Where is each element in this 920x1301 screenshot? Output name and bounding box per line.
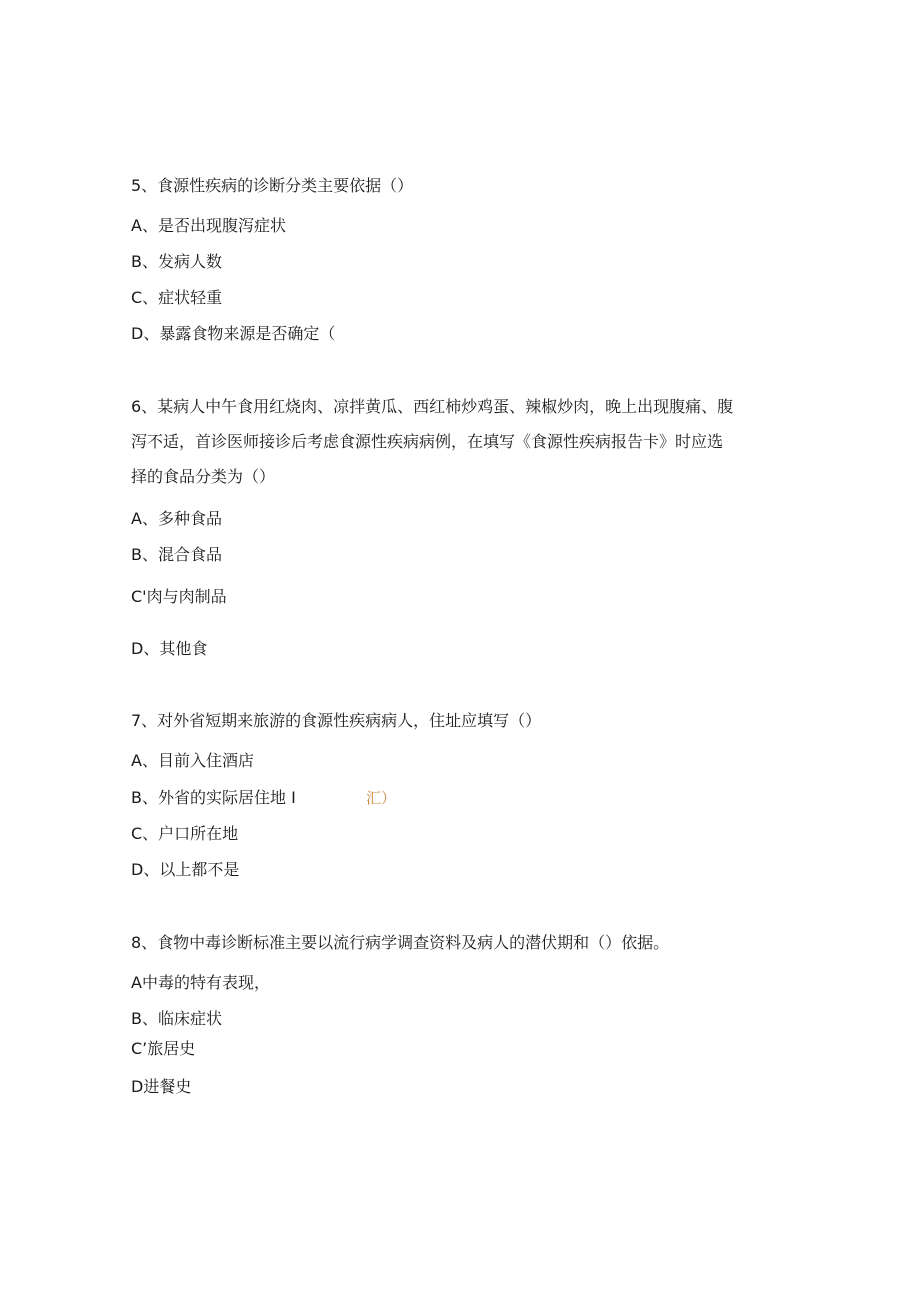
question-5-option-d: D、暴露食物来源是否确定（ (131, 324, 336, 343)
question-5-stem: 5、食源性疾病的诊断分类主要依据（） (131, 176, 414, 195)
question-6-option-c: C'肉与肉制品 (131, 587, 227, 606)
question-5-option-b: B、发病人数 (131, 252, 222, 271)
question-8-option-d: D进餐史 (131, 1077, 192, 1096)
question-8-stem: 8、食物中毒诊断标准主要以流行病学调查资料及病人的潜伏期和（）依据。 (131, 933, 670, 952)
question-8-option-c: C’旅居史 (131, 1039, 196, 1058)
question-7-option-b: B、外省的实际居住地 I (131, 788, 296, 807)
question-6-stem-line-3: 择的食品分类为（） (131, 467, 276, 486)
question-6-option-b: B、混合食品 (131, 545, 222, 564)
question-8-option-b: B、临床症状 (131, 1009, 222, 1028)
question-7-stem: 7、对外省短期来旅游的食源性疾病病人，住址应填写（） (131, 711, 542, 730)
question-5-option-a: A、是否出现腹泻症状 (131, 216, 286, 235)
question-6-stem-line-2: 泻不适，首诊医师接诊后考虑食源性疾病病例，在填写《食源性疾病报告卡》时应选 (131, 432, 724, 451)
question-6-stem-line-1: 6、某病人中午食用红烧肉、凉拌黄瓜、西红柿炒鸡蛋、辣椒炒肉，晚上出现腹痛、腹 (131, 397, 734, 416)
question-7-option-a: A、目前入住酒店 (131, 751, 254, 770)
question-7-option-d: D、以上都不是 (131, 860, 240, 879)
handwritten-annotation: 汇） (366, 789, 397, 807)
question-5-option-c: C、症状轻重 (131, 288, 223, 307)
question-6-option-d: D、其他食 (131, 639, 208, 658)
question-8-option-a: A中毒的特有表现， (131, 973, 270, 992)
question-6-stem (131, 389, 781, 494)
question-6-option-a: A、多种食品 (131, 509, 222, 528)
question-7-option-c: C、户口所在地 (131, 824, 239, 843)
